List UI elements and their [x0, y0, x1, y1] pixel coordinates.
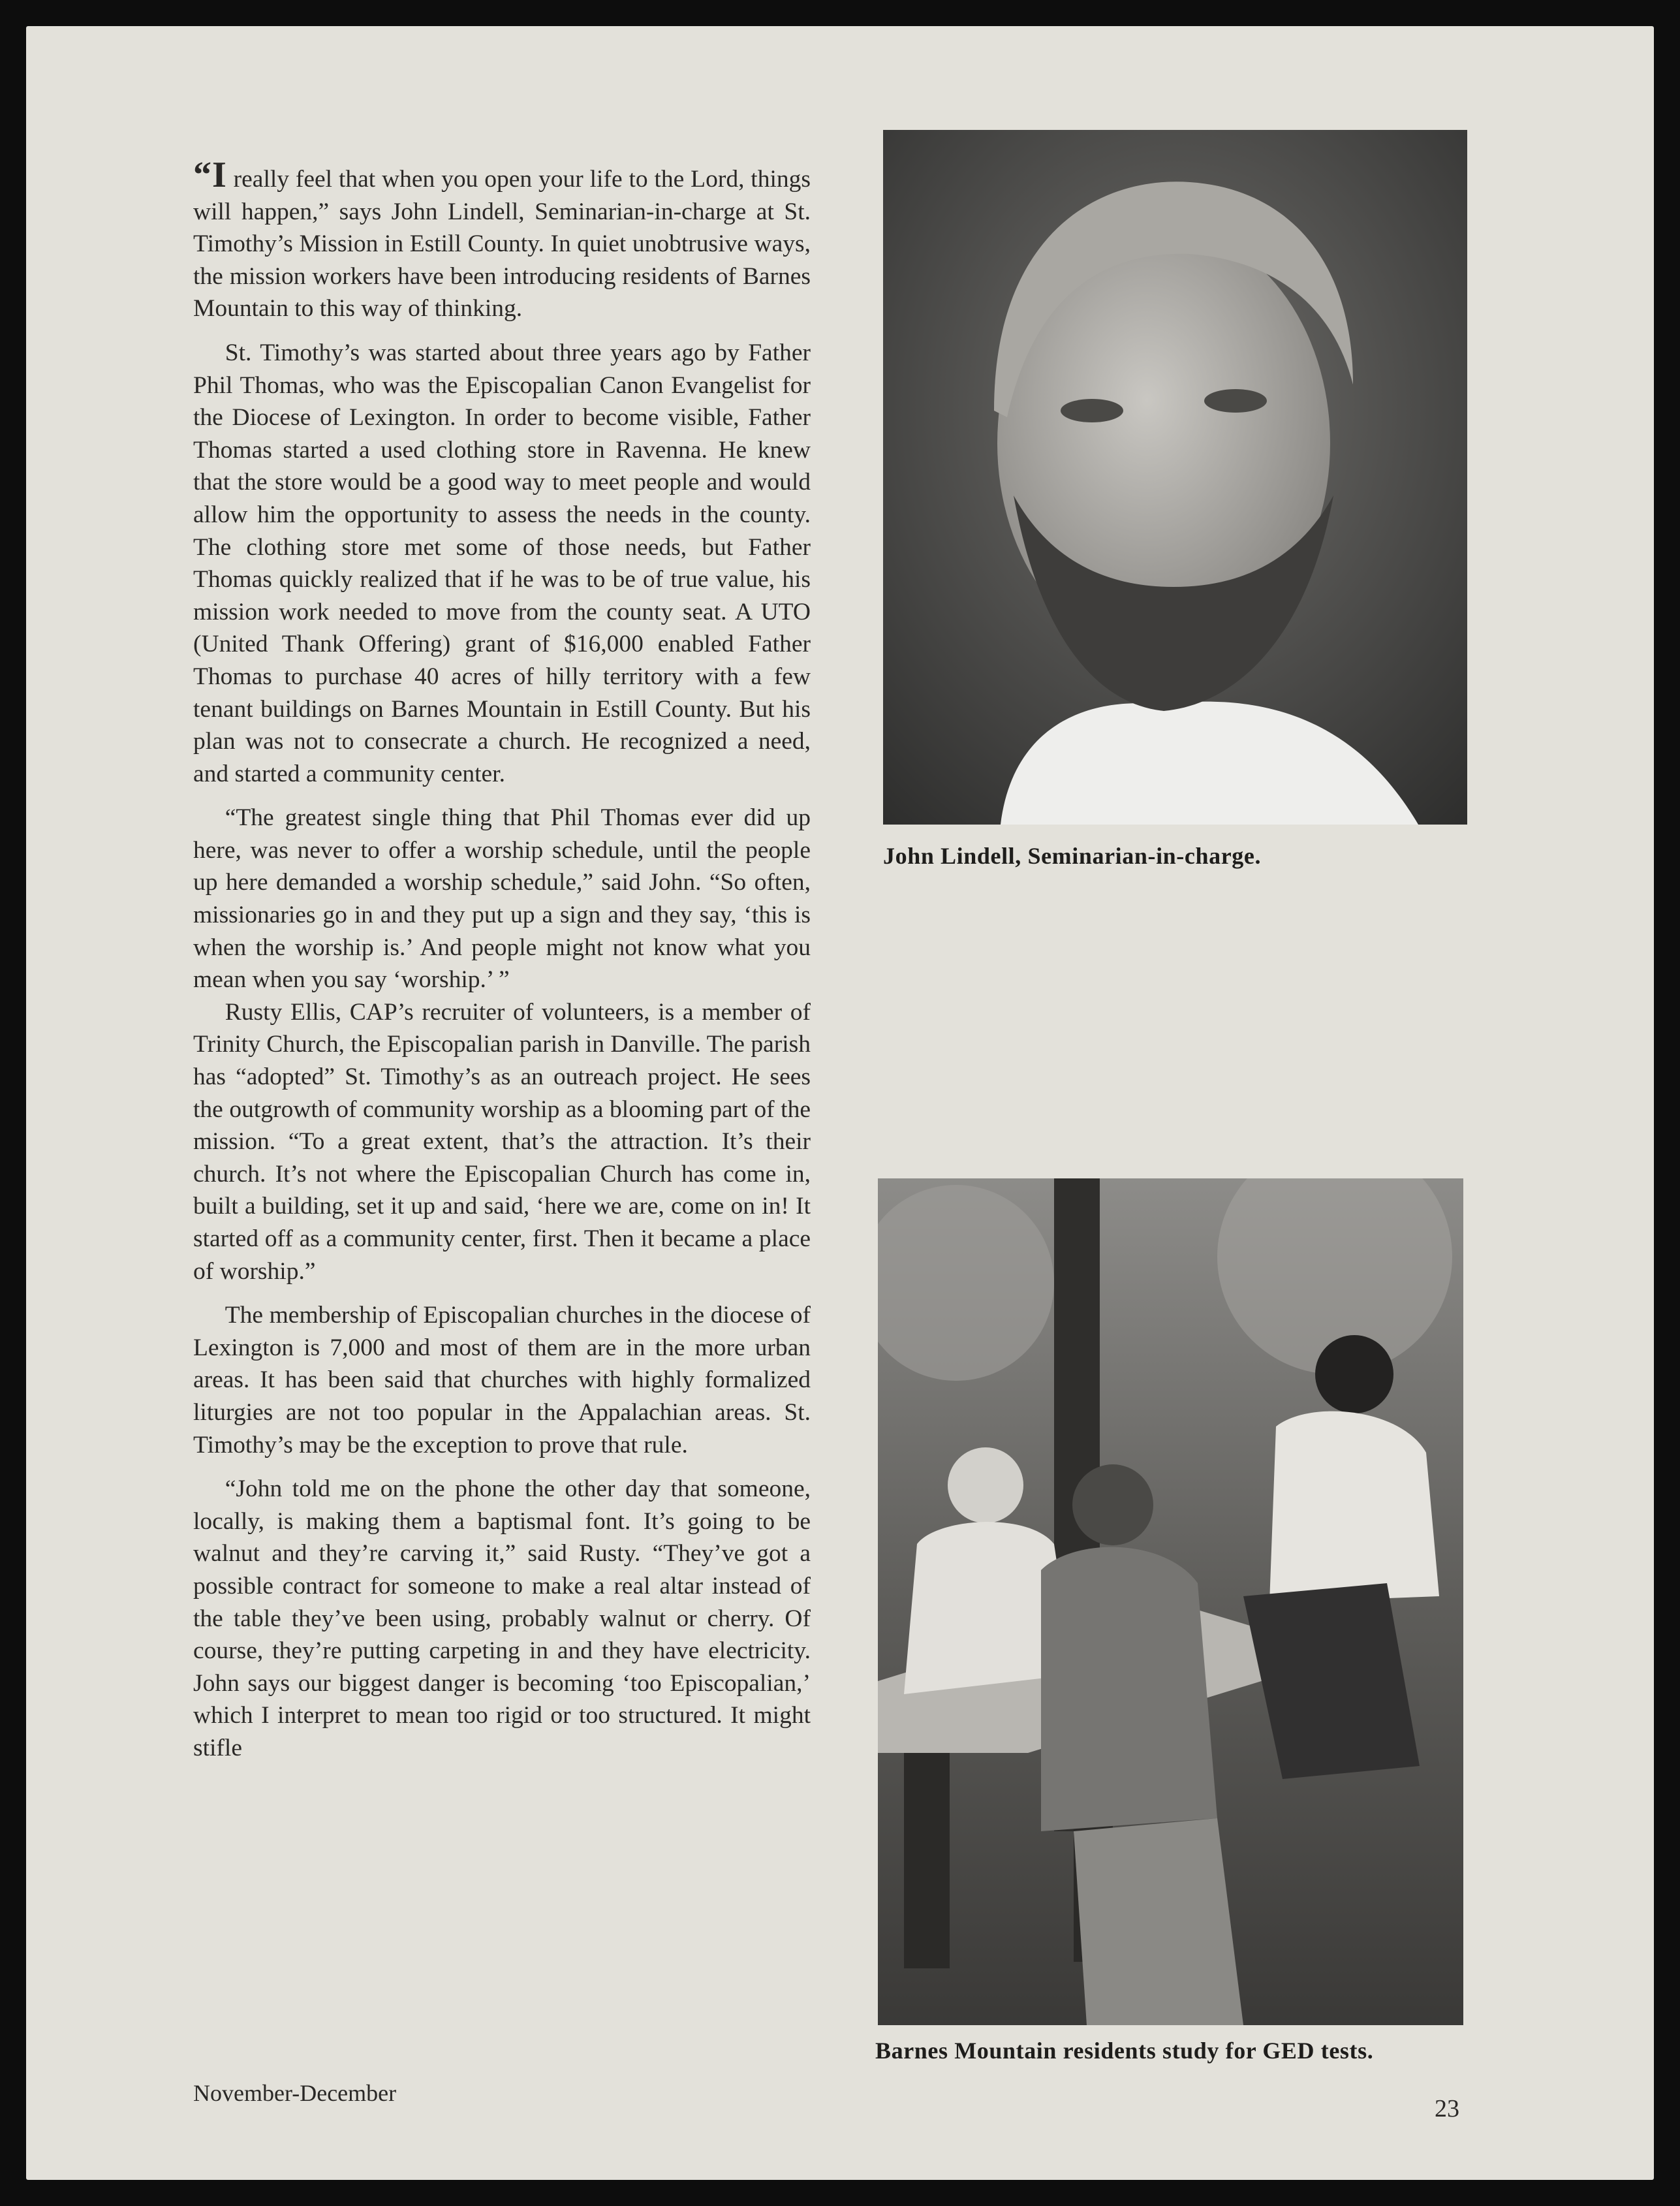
group-caption: Barnes Mountain residents study for GED tests.	[875, 2038, 1374, 2064]
article-paragraph: Rusty Ellis, CAP’s recruiter of volunteers, is a member of Trinity Church, the Episcopalian parish in Danville. The parish has “adopted” St. Timothy’s as an outreach project. He sees the outgrowth of community worship as a blooming part of the mission. “To a great extent, that’s the attraction. It’s their church. It’s not where the Episcopalian Church has come in, built a building, set it up and said, ‘here we are, come on in! It started off as a community center, first. Then it became a place of worship.”	[193, 998, 811, 1285]
article-body	[193, 155, 811, 1765]
article-paragraph: “The greatest single thing that Phil Thomas ever did up here, was never to offer a worship schedule, until the people up here demanded a worship schedule,” said John. “So often, missionaries go in and they put up a sign and they say, ‘this is when the worship is.’ And people might not know what you mean when you say ‘worship.’ ”	[193, 804, 811, 994]
page-number: 23	[1435, 2095, 1459, 2122]
portrait-photo	[883, 130, 1467, 825]
portrait-caption: John Lindell, Seminarian-in-charge.	[883, 843, 1262, 869]
article-paragraph: St. Timothy’s was started about three years ago by Father Phil Thomas, who was the Episcopalian Canon Evangelist for the Diocese of Lexington. In order to become visible, Father Thomas started a used clothing store in Ravenna. He knew that the store would be a good way to meet people and would allow him the opportunity to assess the needs in the county. The clothing store met some of those needs, but Father Thomas quickly realized that if he was to be of true value, his mission work needed to move from the county seat. A UTO (United Thank Offering) grant of $16,000 enabled Father Thomas to purchase 40 acres of hilly territory with a few tenant buildings on Barnes Mountain in Estill County. But his plan was not to consecrate a church. He recognized a need, and started a community center.	[193, 339, 811, 787]
drop-cap: “I	[193, 155, 227, 195]
paragraph-text: really feel that when you open your life to the Lord, things will happen,” says John Lindell, Seminarian-in-charge at St. Timothy’s Mission in Estill County. In quiet unobtrusive ways, the mission workers have been introducing residents of Barnes Mountain to this way of thinking.	[193, 166, 811, 323]
magazine-page	[26, 26, 1654, 2180]
article-paragraph	[193, 155, 811, 325]
portrait-image	[883, 130, 1467, 825]
group-photo	[878, 1178, 1463, 2025]
article-paragraph: “John told me on the phone the other day that someone, locally, is making them a baptismal font. It’s going to be walnut and they’re carving it,” said Rusty. “They’ve got a possible contract for someone to make a real altar instead of the table they’ve been using, probably walnut or cherry. Of course, they’re putting carpeting in and they have electricity. John says our biggest danger is becoming ‘too Episcopalian,’ which I interpret to mean too rigid or too structured. It might stifle	[193, 1475, 811, 1761]
article-paragraph: The membership of Episcopalian churches in the diocese of Lexington is 7,000 and most of them are in the more urban areas. It has been said that churches with highly formalized liturgies are not too popular in the Appalachian areas. St. Timothy’s may be the exception to prove that rule.	[193, 1302, 811, 1458]
issue-label: November-December	[193, 2080, 397, 2106]
group-image	[878, 1178, 1463, 2025]
